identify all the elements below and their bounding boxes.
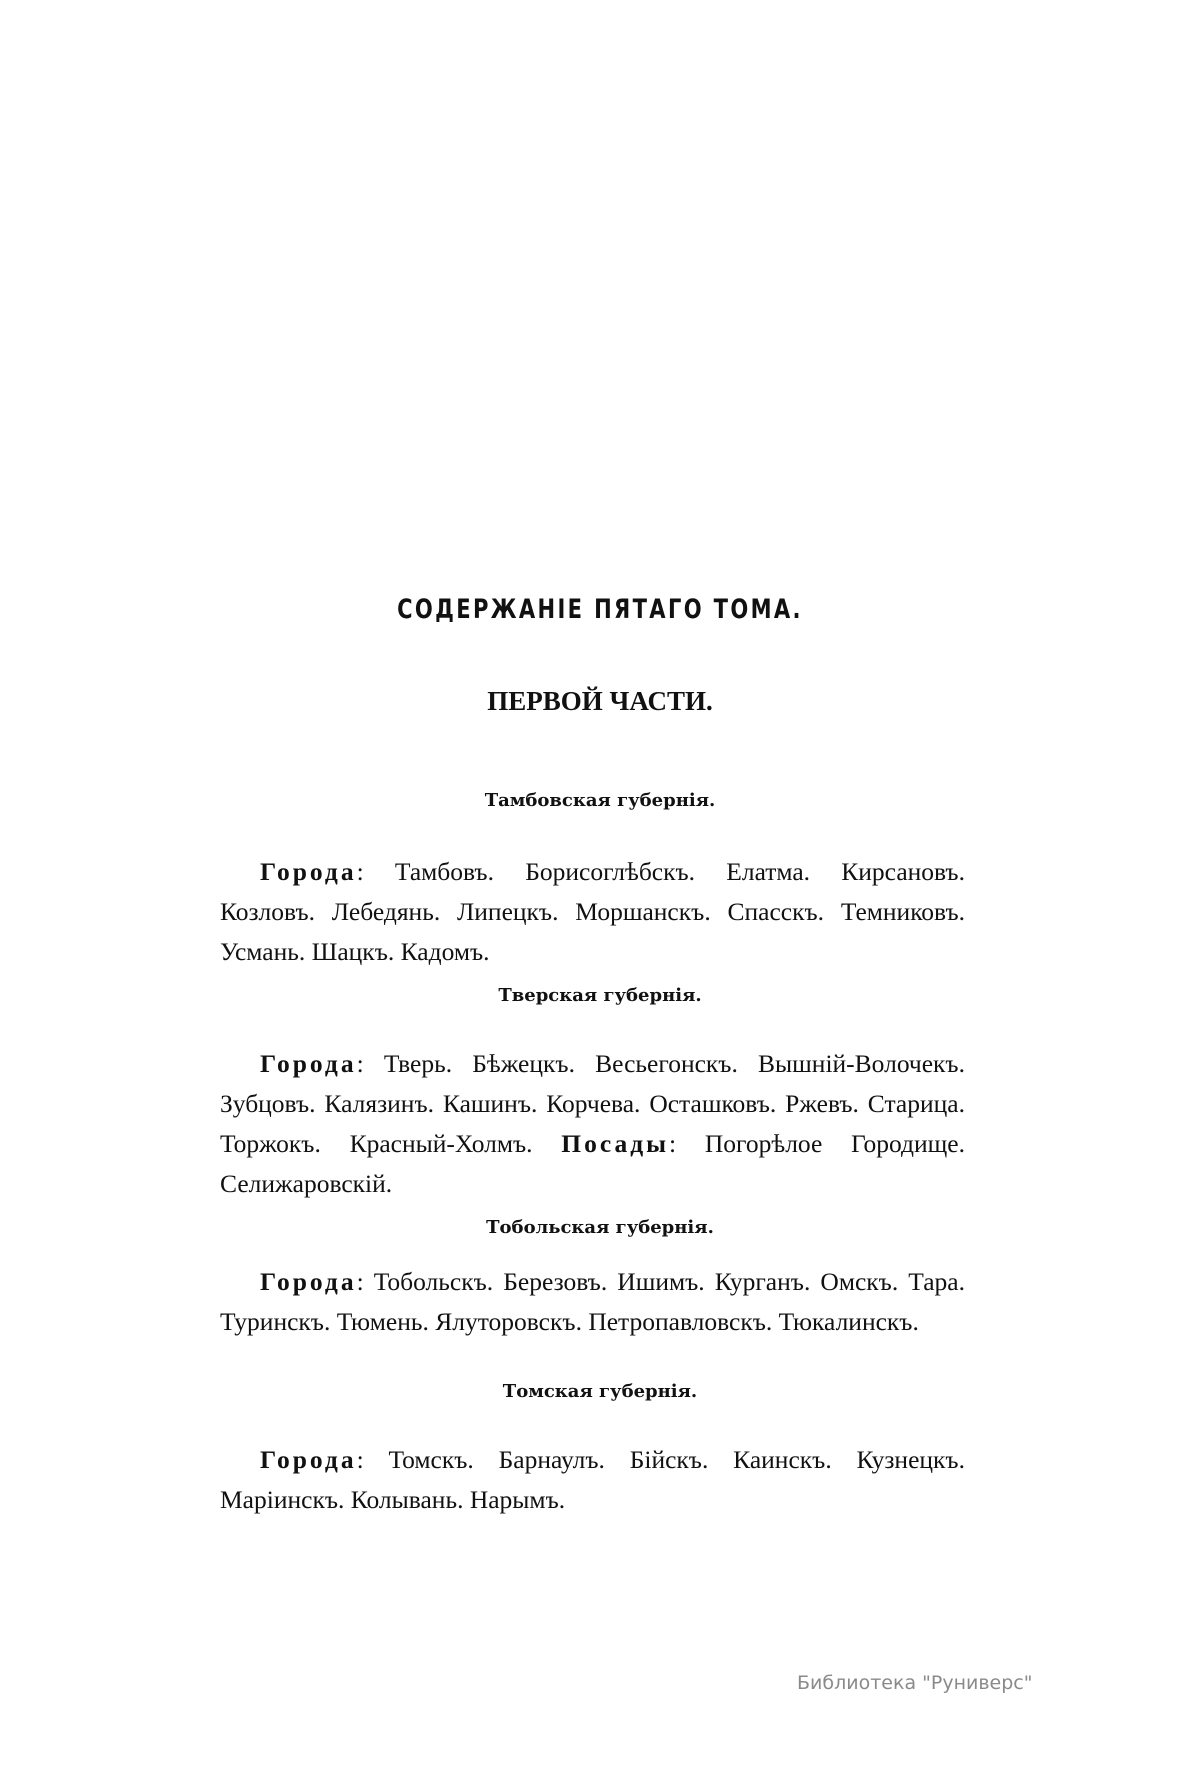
- section-body-tobolsk: [220, 1262, 965, 1342]
- cities-list: : Тверь. Бѣжецкъ. Весьегонскъ. Вышній-Волочекъ. Зубцовъ. Калязинъ. Кашинъ. Корчева. Осташковъ. Ржевъ. Старица. Торжокъ. Красный-Холмъ.: [220, 1049, 965, 1158]
- cities-label: Города: [260, 1445, 357, 1474]
- posady-list: : Погорѣлое Городище. Селижаровскій.: [220, 1129, 965, 1198]
- section-heading-tver: Тверская губернія.: [498, 985, 702, 1006]
- section-body-tver: [220, 1044, 965, 1204]
- cities-label: Города: [260, 857, 357, 886]
- section-heading-tobolsk: Тобольская губернія.: [486, 1217, 714, 1238]
- cities-list: : Тобольскъ. Березовъ. Ишимъ. Курганъ. Омскъ. Тара. Туринскъ. Тюмень. Ялуторовскъ. Петропавловскъ. Тюкалинскъ.: [220, 1267, 965, 1336]
- volume-contents-title: СОДЕРЖАНІЕ ПЯТАГО ТОМА.: [397, 594, 803, 625]
- cities-label: Города: [260, 1267, 357, 1296]
- library-watermark: Библиотека "Руниверс": [797, 1672, 1033, 1694]
- cities-list: : Томскъ. Барнаулъ. Бійскъ. Каинскъ. Кузнецкъ. Маріинскъ. Колывань. Нарымъ.: [220, 1445, 965, 1514]
- section-heading-tomsk: Томская губернія.: [502, 1381, 698, 1402]
- cities-label: Города: [260, 1049, 357, 1078]
- posady-label: Посады: [561, 1129, 670, 1158]
- section-heading-tambov: Тамбовская губернія.: [484, 790, 716, 811]
- part-title: ПЕРВОЙ ЧАСТИ.: [487, 686, 713, 716]
- section-body-tambov: [220, 852, 965, 972]
- section-body-tomsk: [220, 1440, 965, 1520]
- cities-list: : Тамбовъ. Борисоглѣбскъ. Елатма. Кирсановъ. Козловъ. Лебедянь. Липецкъ. Моршанскъ. Спасскъ. Темниковъ. Усмань. Шацкъ. Кадомъ.: [220, 857, 965, 966]
